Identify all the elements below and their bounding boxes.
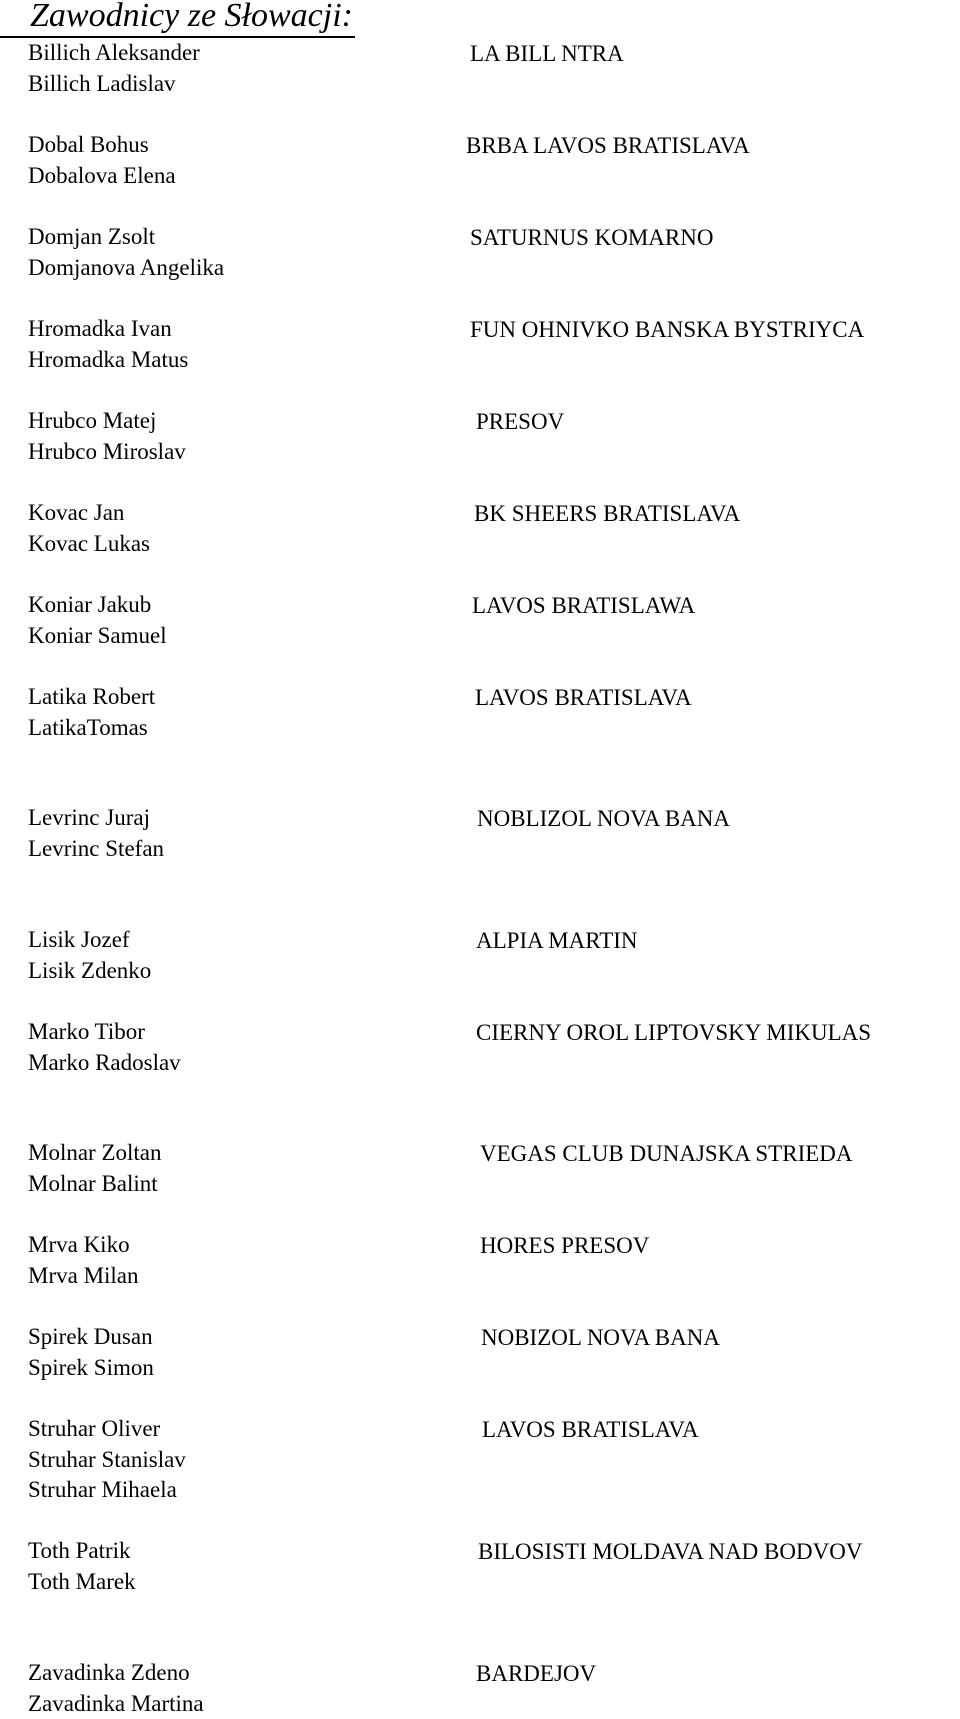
player-names bbox=[28, 925, 151, 986]
player-name: Koniar Samuel bbox=[28, 621, 167, 652]
player-name: Dobal Bohus bbox=[28, 130, 176, 161]
club-name: BILOSISTI MOLDAVA NAD BODVOV bbox=[478, 1537, 862, 1567]
player-names bbox=[28, 1230, 139, 1291]
player-name: Spirek Dusan bbox=[28, 1322, 154, 1353]
player-name: Struhar Mihaela bbox=[28, 1475, 186, 1506]
club-name: FUN OHNIVKO BANSKA BYSTRIYCA bbox=[470, 315, 864, 345]
player-name: Dobalova Elena bbox=[28, 161, 176, 192]
club-name: HORES PRESOV bbox=[480, 1231, 649, 1261]
player-names bbox=[28, 682, 155, 743]
player-name: Mrva Kiko bbox=[28, 1230, 139, 1261]
club-name: LAVOS BRATISLAVA bbox=[482, 1415, 699, 1445]
club-name: PRESOV bbox=[476, 407, 564, 437]
club-name: LAVOS BRATISLAWA bbox=[472, 591, 695, 621]
player-names bbox=[28, 498, 150, 559]
player-names bbox=[28, 1414, 186, 1506]
player-name: Zavadinka Zdeno bbox=[28, 1658, 204, 1689]
player-name: Billich Ladislav bbox=[28, 69, 200, 100]
player-name: Zavadinka Martina bbox=[28, 1689, 204, 1719]
player-name: Domjanova Angelika bbox=[28, 253, 224, 284]
player-name: Struhar Stanislav bbox=[28, 1445, 186, 1476]
player-name: Levrinc Stefan bbox=[28, 834, 164, 865]
club-name: BRBA LAVOS BRATISLAVA bbox=[466, 131, 750, 161]
player-names bbox=[28, 1138, 162, 1199]
player-names bbox=[28, 130, 176, 191]
player-names bbox=[28, 1536, 136, 1597]
player-name: Toth Marek bbox=[28, 1567, 136, 1598]
club-name: LA BILL NTRA bbox=[470, 39, 624, 69]
player-names bbox=[28, 590, 167, 651]
player-name: Hromadka Ivan bbox=[28, 314, 188, 345]
player-name: Lisik Zdenko bbox=[28, 956, 151, 987]
player-name: Struhar Oliver bbox=[28, 1414, 186, 1445]
player-names bbox=[28, 314, 188, 375]
club-name: BK SHEERS BRATISLAVA bbox=[474, 499, 740, 529]
player-name: Hromadka Matus bbox=[28, 345, 188, 376]
player-name: Levrinc Juraj bbox=[28, 803, 164, 834]
player-names bbox=[28, 38, 200, 99]
player-name: Mrva Milan bbox=[28, 1261, 139, 1292]
player-name: Kovac Jan bbox=[28, 498, 150, 529]
player-names bbox=[28, 803, 164, 864]
club-name: ALPIA MARTIN bbox=[476, 926, 638, 956]
player-name: Billich Aleksander bbox=[28, 38, 200, 69]
player-name: Molnar Balint bbox=[28, 1169, 162, 1200]
player-name: Kovac Lukas bbox=[28, 529, 150, 560]
player-name: Marko Tibor bbox=[28, 1017, 181, 1048]
player-name: Marko Radoslav bbox=[28, 1048, 181, 1079]
club-name: CIERNY OROL LIPTOVSKY MIKULAS bbox=[476, 1018, 871, 1048]
player-name: Hrubco Miroslav bbox=[28, 437, 186, 468]
club-name: LAVOS BRATISLAVA bbox=[475, 683, 692, 713]
player-name: Molnar Zoltan bbox=[28, 1138, 162, 1169]
player-names bbox=[28, 406, 186, 467]
player-name: Koniar Jakub bbox=[28, 590, 167, 621]
player-name: Domjan Zsolt bbox=[28, 222, 224, 253]
player-names bbox=[28, 1322, 154, 1383]
player-names bbox=[28, 1658, 204, 1719]
player-name: Latika Robert bbox=[28, 682, 155, 713]
player-names bbox=[28, 1017, 181, 1078]
player-name: Lisik Jozef bbox=[28, 925, 151, 956]
player-name: Spirek Simon bbox=[28, 1353, 154, 1384]
player-name: LatikaTomas bbox=[28, 713, 155, 744]
club-name: NOBLIZOL NOVA BANA bbox=[477, 804, 730, 834]
club-name: NOBIZOL NOVA BANA bbox=[481, 1323, 720, 1353]
club-name: VEGAS CLUB DUNAJSKA STRIEDA bbox=[480, 1139, 853, 1169]
club-name: SATURNUS KOMARNO bbox=[470, 223, 713, 253]
page-title: Zawodnicy ze Słowacji: bbox=[0, 0, 355, 38]
club-name: BARDEJOV bbox=[476, 1659, 596, 1689]
player-names bbox=[28, 222, 224, 283]
player-name: Hrubco Matej bbox=[28, 406, 186, 437]
player-name: Toth Patrik bbox=[28, 1536, 136, 1567]
